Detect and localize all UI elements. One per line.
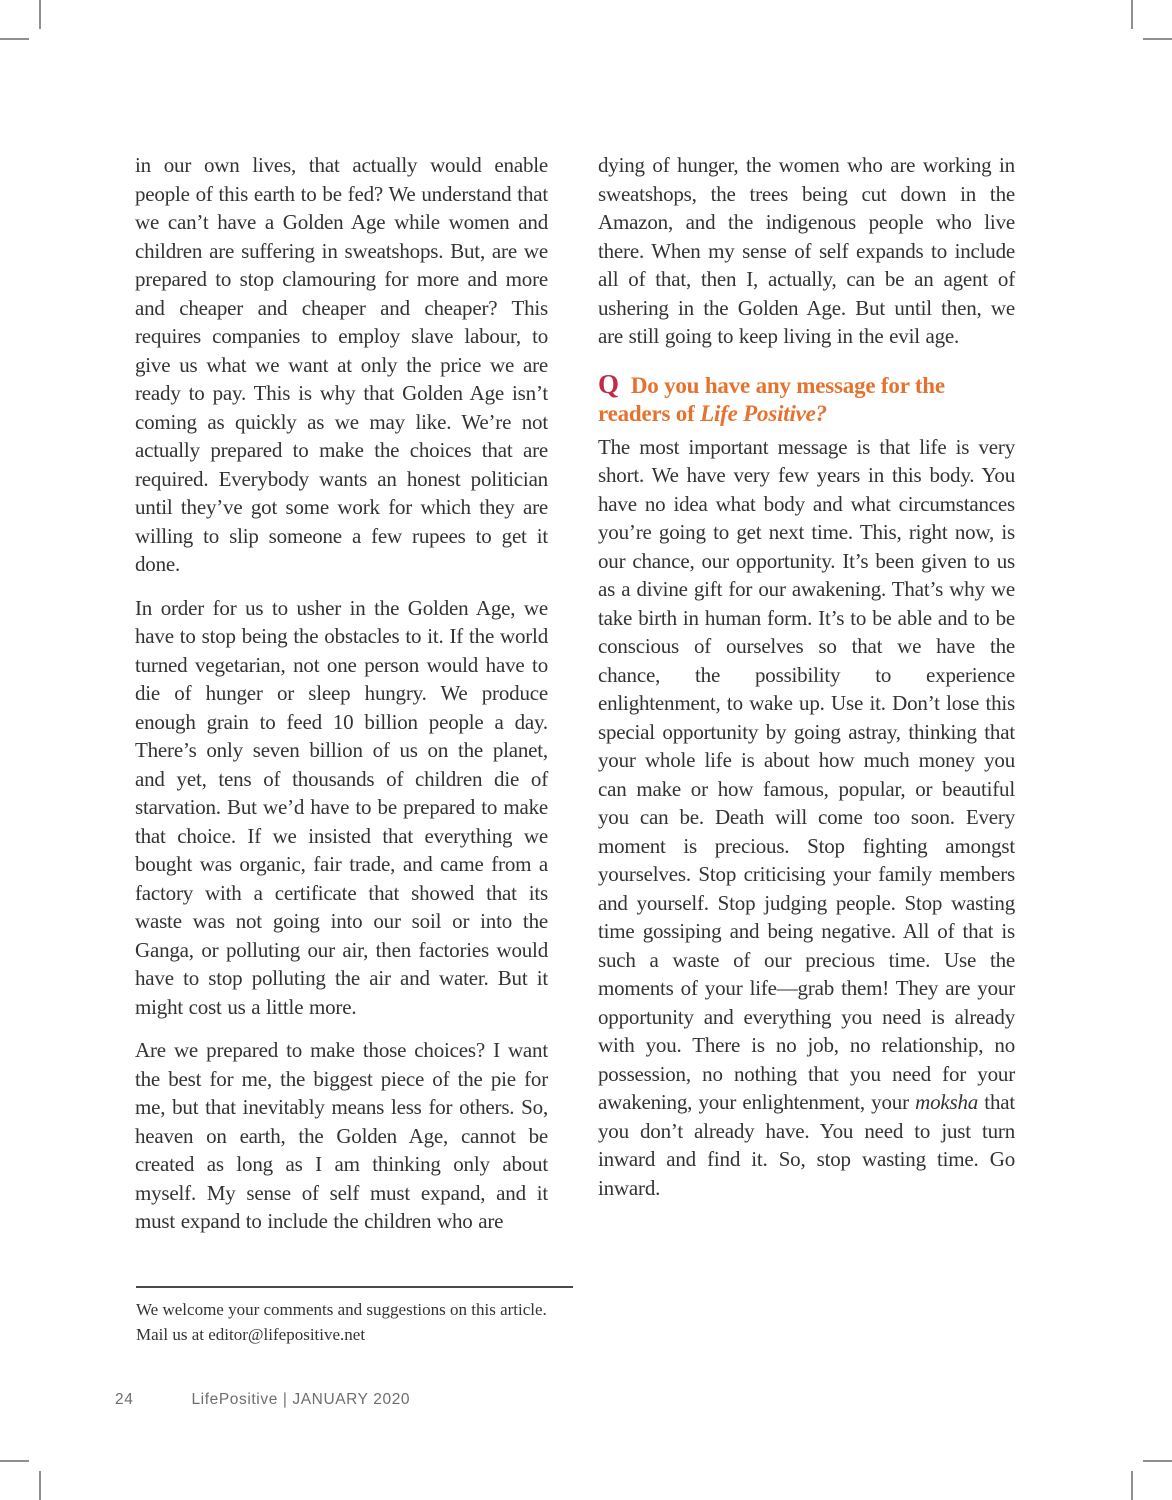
italic-word-moksha: moksha bbox=[915, 1090, 979, 1114]
crop-mark-bottom-right-horizontal bbox=[1143, 1460, 1172, 1462]
crop-mark-top-left-horizontal bbox=[0, 38, 29, 40]
crop-mark-top-right-horizontal bbox=[1143, 38, 1172, 40]
article-column-right bbox=[598, 151, 1015, 1202]
answer-paragraph bbox=[598, 433, 1015, 1203]
crop-mark-bottom-left-horizontal bbox=[0, 1460, 29, 1462]
answer-text-before: The most important message is that life is very short. We have very few years in this body. You have no idea what body and what circumstances you’re going to get next time. This, right now, is our chance, our opportunity. It’s been given to us as a divine gift for our awakening. That’s why we take birth in human form. It’s to be able and to be conscious of ourselves so that we have the chance, the possibility to experience enlightenment, to wake up. Use it. Don’t lose this special opportunity by going astray, thinking that your whole life is about how much money you can make or how famous, popular, or beautiful you can be. Death will come too soon. Every moment is precious. Stop fighting amongst yourselves. Stop criticising your family members and yourself. Stop judging people. Stop wasting time gossiping and being negative. All of that is such a waste of our precious time. Use the moments of your life—grab them! They are your opportunity and everything you need is already with you. There is no job, no relationship, no possession, no nothing that you need for your awakening, your enlightenment, your bbox=[598, 434, 1015, 1114]
question-text: Do you have any message for the readers of bbox=[598, 372, 945, 426]
question-heading bbox=[598, 370, 1015, 429]
crop-mark-bottom-left-vertical bbox=[39, 1471, 41, 1500]
answer-text-after: that you don’t already have. You need to just turn inward and find it. So, stop wasting time. Go inward. bbox=[598, 1090, 1015, 1200]
crop-mark-top-right-vertical bbox=[1131, 0, 1133, 29]
article-column-left bbox=[135, 151, 548, 1236]
comments-note-line1: We welcome your comments and suggestions on this article. bbox=[136, 1300, 547, 1319]
crop-mark-bottom-right-vertical bbox=[1131, 1471, 1133, 1500]
q-mark-icon: Q bbox=[598, 368, 619, 399]
page-number: 24 bbox=[115, 1391, 134, 1408]
footer-divider bbox=[136, 1286, 573, 1288]
comments-note bbox=[136, 1286, 588, 1347]
body-paragraph: in our own lives, that actually would enable people of this earth to be fed? We understand that we can’t have a Golden Age while women and children are suffering in sweatshops. But, are we prepared to stop clamouring for more and more and cheaper and cheaper and cheaper? This requires companies to employ slave labour, to give us what we want at only the price we are ready to pay. This is why that Golden Age isn’t coming as quickly as we may like. We’re not actually prepared to make the choices that are required. Everybody wants an honest politician until they’ve got some work for which they are willing to slip someone a few rupees to get it done. bbox=[135, 153, 548, 576]
body-paragraph: In order for us to usher in the Golden Age, we have to stop being the obstacles to it. If the world turned vegetarian, not one person would have to die of hunger or sleep hungry. We produce enough grain to feed 10 billion people a day. There’s only seven billion of us on the planet, and yet, tens of thousands of children die of starvation. But we’d have to be prepared to make that choice. If we insisted that everything we bought was organic, fair trade, and came from a factory with a certificate that showed that its waste was not going into our soil or into the Ganga, or polluting our air, then factories would have to stop polluting the air and water. But it might cost us a little more. bbox=[135, 595, 548, 1019]
magazine-issue: LifePositive | JANUARY 2020 bbox=[191, 1391, 411, 1408]
question-suffix: ? bbox=[815, 401, 827, 426]
comments-note-line2: Mail us at editor@lifepositive.net bbox=[136, 1325, 366, 1344]
body-paragraph: dying of hunger, the women who are working in sweatshops, the trees being cut down in the Amazon, and the indigenous people who live there. When my sense of self expands to include all of that, then I, actually, can be an agent of ushering in the Golden Age. But until then, we are still going to keep living in the evil age. bbox=[598, 153, 1015, 348]
crop-mark-top-left-vertical bbox=[39, 0, 41, 29]
magazine-title-italic: Life Positive bbox=[700, 401, 816, 426]
body-paragraph: Are we prepared to make those choices? I want the best for me, the biggest piece of the pie for me, but that inevitably means less for others. So, heaven on earth, the Golden Age, cannot be created as long as I am thinking only about myself. My sense of self must expand, and it must expand to include the children who are bbox=[135, 1038, 548, 1233]
page-footer bbox=[115, 1391, 410, 1409]
